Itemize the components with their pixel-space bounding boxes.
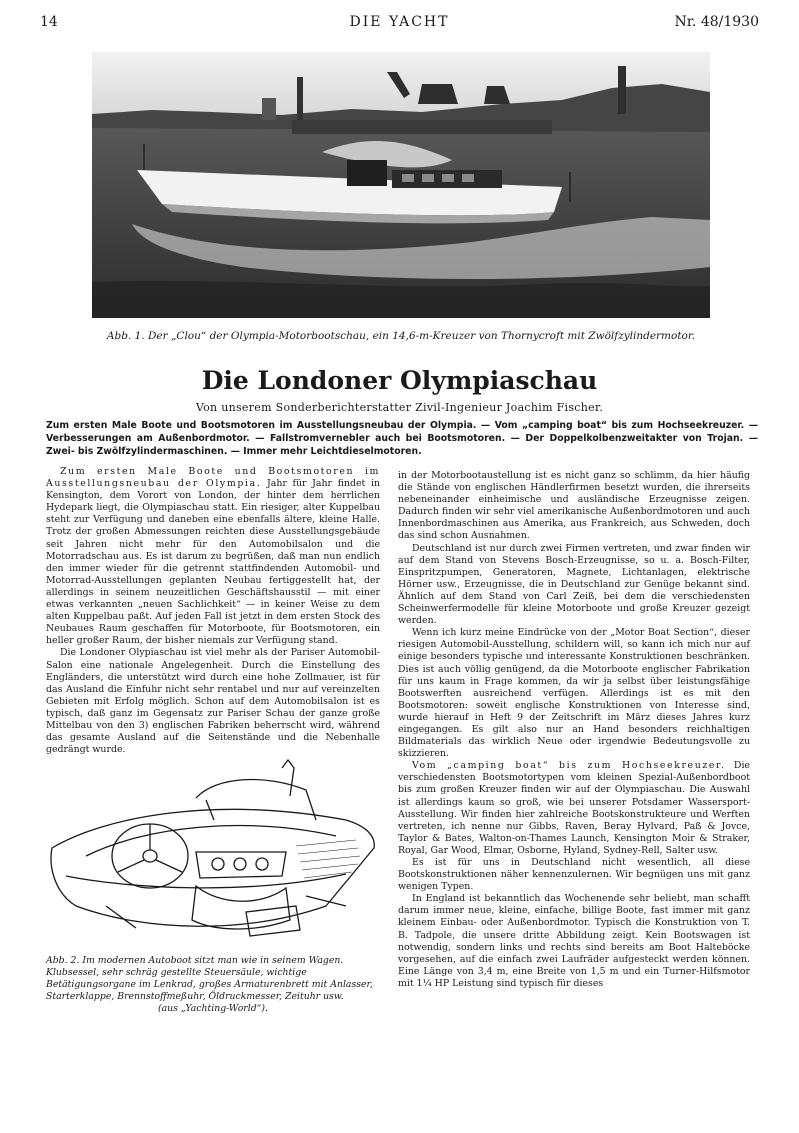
article-summary: Zum ersten Male Boote und Bootsmotoren im Ausstellungsneubau der Olympia. — Vom „camping boat“ bis zum Hochseekreuzer. — Verbesserungen am Außenbordmotor. — Fallstromvernebler auch bei Bootsmotoren. — Der Doppelkolbenzweitakter von Trojan. — Zwei- bis Zwölfzylindermaschinen. — Immer mehr Leichtdieselmotoren. — [46, 420, 758, 457]
paragraph: Es ist für uns in Deutschland nicht wesentlich, all diese Bootskonstruktionen näher kennenzulernen. Wir begnügen uns mit ganz wenigen Typen. — [398, 857, 750, 893]
paragraph: In England ist bekanntlich das Wochenende sehr beliebt, man schafft darum immer neue, kleine, einfache, billige Boote, fast immer mit ganz kleinem Einbau- oder Außenbordmotor. Typisch die Konstruktion von T. B. Tadpole, die unsere dritte Abbildung zeigt. Kein Bootswagen ist notwendig, sondern links und rechts sind bereits am Boot Halteböcke vorgesehen, auf die einfach zwei Laufräder aufgesteckt werden können. Eine Länge von 3,4 m, eine Breite von 1,5 m und ein Turner-Hilfsmotor mit 1¼ HP Leistung sind typisch für dieses — [398, 893, 750, 989]
magazine-title: DIE YACHT — [349, 14, 450, 30]
caption-source: (aus „Yachting-World“). — [157, 1003, 269, 1014]
issue-number: Nr. 48/1930 — [674, 14, 759, 30]
paragraph: in der Motorbootaustellung ist es nicht ganz so schlimm, da hier häufig die Stände von englischen Händlerfirmen besetzt wurden, die ihrerseits nebeneinander einheimische und ausländische Erzeugnisse zeigen. Dadurch finden wir sehr viel amerikanische Außenbordmotoren und auch Innenbordmaschinen aus Amerika, aus Frankreich, aus Schweden, doch das sind schon Ausnahmen. — [398, 470, 750, 542]
paragraph-text: Die verschiedensten Bootsmotortypen vom kleinen Spezial-Außenbordboot bis zum großen Kreuzer finden wir auf der Olympiaschau. Die Auswahl ist allerdings kaum so groß, wie bei unserer Potsdamer Wassersport-Ausstellung. Wir finden hier zahlreiche Bootskonstrukteure und Werften vertreten, ich nenne nur Gibbs, Raven, Beray Hylvard, Paß & Jovce, Taylor & Bates, Walton-on-Thames Launch, Kensington Moir & Straker, Royal, Gar Wood, Elmar, Osborne, Hyland, Sydney-Rell, Salter usw. — [398, 760, 750, 856]
right-column — [398, 470, 750, 990]
figure2-caption — [46, 955, 380, 1015]
caption-text: Abb. 2. Im modernen Autoboot sitzt man wie in seinem Wagen. Klubsessel, sehr schräg gestellte Steuersäule, wichtige Betätigungsorgane im Lenkrad, großes Armaturenbrett mit Anlasser, Starterklappe, Brennstoffmeßuhr, Öldruckmesser, Zeituhr usw. — [46, 955, 373, 1002]
thornycroft-cruiser-photo — [92, 52, 710, 318]
page-header — [40, 14, 759, 36]
motor-cruiser-image — [92, 52, 710, 318]
left-column — [46, 466, 380, 756]
article-byline: Von unserem Sonderberichterstatter Zivil-Ingenieur Joachim Fischer. — [195, 401, 604, 414]
paragraph: Deutschland ist nur durch zwei Firmen vertreten, und zwar finden wir auf dem Stand von Stevens Bosch-Erzeugnisse, so u. a. Bosch-Filter, Einspritzpumpen, Generatoren, Magnete, Lichtanlagen, elektrische Hörner usw., Erzeugnisse, die in Deutschland zur Genüge bekannt sind. Ähnlich auf dem Stand von Carl Zeiß, bei dem die verschiedensten Scheinwerfermodelle für kleine Motorboote und große Kreuzer gezeigt werden. — [398, 542, 750, 627]
paragraph — [46, 466, 380, 647]
page-number: 14 — [40, 14, 58, 30]
paragraph: Wenn ich kurz meine Eindrücke von der „Motor Boat Section“, dieser riesigen Automobil-Ausstellung, schildern will, so kann ich mich nur auf einige besonders typische und interessante Konstruktionen beschränken. Dies ist auch völlig genügend, da die Motorboote englischer Fabrikation für uns kaum in Frage kommen, da wir ja selbst über leistungsfähige Bootswerften ausreichend verfügen. Allerdings ist es mit den Bootsmotoren: soweit englische Konstruktionen von Interesse sind, wurde hierauf in Heft 9 der Zeitschrift im März dieses Jahres kurz eingegangen. Es gilt also nur an Hand besonders reichhaltigen Bildmaterials das wirklich Neue oder irgendwie Bedeutungsvolle zu skizzieren. — [398, 627, 750, 760]
paragraph: Die Londoner Olypiaschau ist viel mehr als der Pariser Automobil-Salon eine nationale Angelegenheit. Durch die Einstellung des Engländers, die unterstützt wird durch eine hohe Zollmauer, ist für das Ausland die Einfuhr nicht sehr rentabel und nur auf vereinzelten Gebieten mit Erfolg möglich. Schon auf dem Automobilsalon ist es typisch, daß ganz im Gegensatz zur Pariser Schau der ganze große Mittelbau von den 3) englischen Fabriken beherrscht wird, während das gesamte Ausland auf die Seitenstände und die Nebenhalle gedrängt wurde. — [46, 647, 380, 756]
paragraph — [398, 760, 750, 857]
lead-text: Zum ersten Male Boote und Bootsmotoren im Ausstellungsneubau der Olympia. — [46, 466, 380, 490]
paragraph-text: Jahr für Jahr findet in Kensington, dem Vorort von London, der hinter dem herrlichen Hydepark liegt, die Olympiaschau statt. Ein riesiger, alter Kuppelbau steht zur Verfügung und daneben eine ebenfalls ältere, kleine Halle. Trotz der großen Abmessungen reichten diese Ausstellungsgebäude seit Jahren nicht mehr für den Automobilsalon und die Motorradschau aus. Es ist darum zu begrüßen, daß man nun endlich den immer wieder für die getrennt stattfindenden Automobil- und Motorrad-Ausstellungen geplanten Neubau fertiggestellt hat, der allerdings in seinem neuzeitlichen Geschäftshausstil — mit einer etwas verkannten „neuen Sachlichkeit“ — in keiner Weise zu dem alten Kuppelbau paßt. Auf jeden Fall ist jetzt in dem ersten Stock des Neubaues Raum geschaffen für Motorboote, für Bootsmotoren, ein heller großer Raum, der bisher niemals zur Verfügung stand. — [46, 478, 380, 647]
lead-text: Vom „camping boat“ bis zum Hochseekreuzer. — [412, 760, 726, 772]
autoboot-cockpit-sketch — [46, 756, 380, 952]
cockpit-drawing — [46, 756, 380, 952]
article-title: Die Londoner Olympiaschau — [201, 366, 598, 395]
figure1-caption: Abb. 1. Der „Clou“ der Olympia-Motorbootschau, ein 14,6-m-Kreuzer von Thornycroft mit Zwölfzylindermotor. — [106, 330, 696, 342]
